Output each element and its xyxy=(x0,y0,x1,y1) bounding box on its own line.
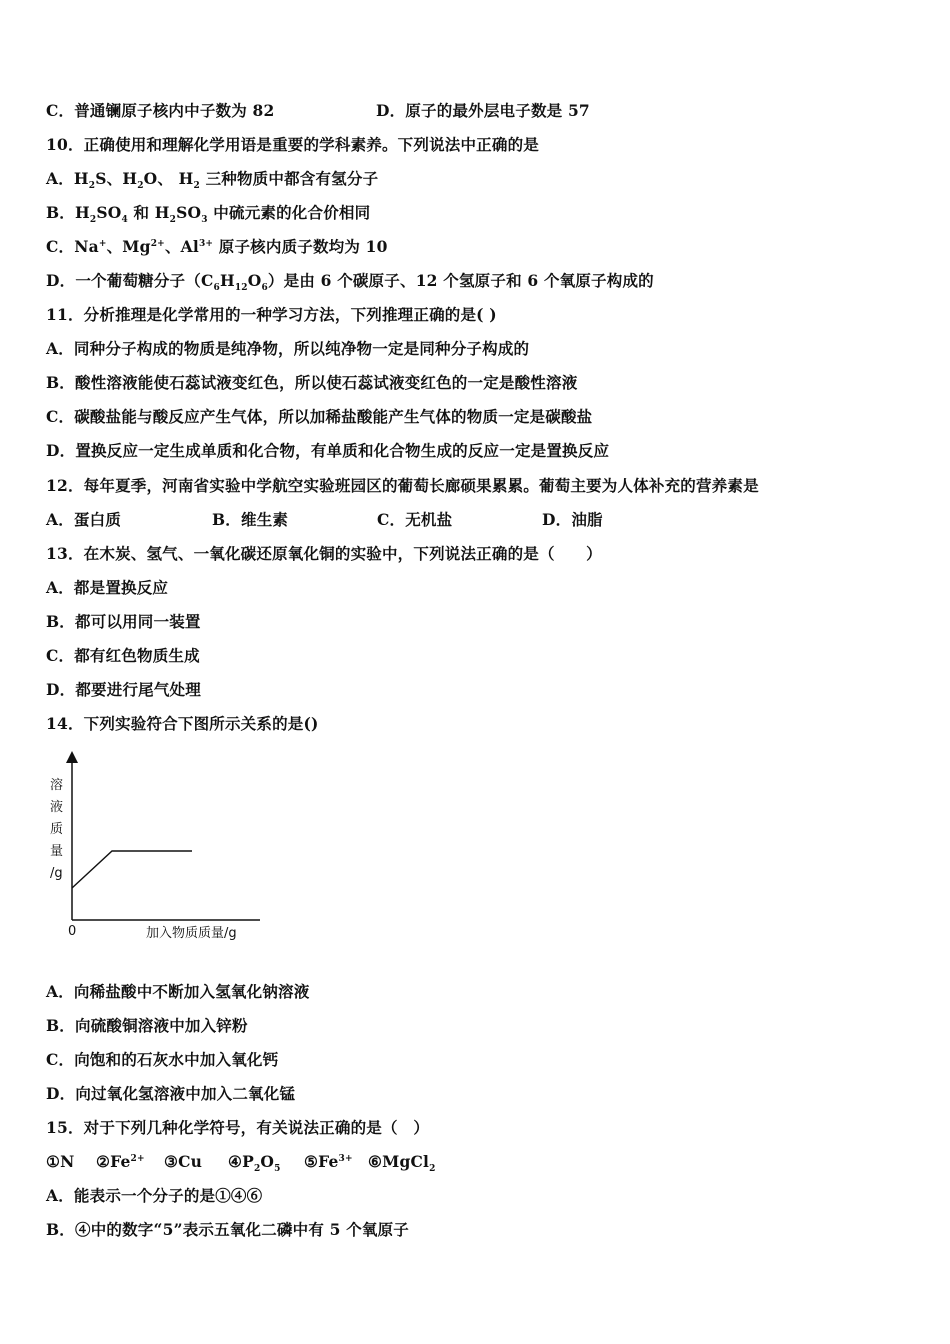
y-axis-label-char: 溶 xyxy=(50,778,64,793)
q10-option-c: C．Na+、$Mg^{2+}$、$Al^{3+}$ 原子核内质子数均为 10 xyxy=(46,237,388,256)
origin-label: 0 xyxy=(68,924,77,939)
q14-option-c: C．向饱和的石灰水中加入氧化钙 xyxy=(46,1050,279,1069)
q10-option-d: D．一个葡萄糖分子$(C_6H_{12}O_6)$是由 6 个碳原子、12 个氢原子和 6 个氧原子构成的 xyxy=(46,271,654,294)
q9-option-d: D．原子的最外层电子数是 57 xyxy=(376,101,590,120)
q12-option-c: C．无机盐 xyxy=(377,510,453,529)
q14-stem: 14．下列实验符合下图所示关系的是() xyxy=(46,714,319,733)
q9-option-c: C．普通镧原子核内中子数为 82 xyxy=(46,101,275,120)
q14-option-d: D．向过氧化氢溶液中加入二氧化锰 xyxy=(46,1084,296,1103)
q13-option-c: C．都有红色物质生成 xyxy=(46,646,200,665)
q10-option-b: B．$H_2SO_4$ 和 $H_2SO_3$ 中硫元素的化合价相同 xyxy=(46,203,371,226)
q12-stem: 12．每年夏季，河南省实验中学航空实验班园区的葡萄长廊硕果累累。葡萄主要为人体补充的营养素是 xyxy=(46,476,759,495)
q11-option-d: D．置换反应一定生成单质和化合物，有单质和化合物生成的反应一定是置换反应 xyxy=(46,441,610,460)
symbol-4: $④P_2O_5$ xyxy=(228,1152,281,1175)
q13-option-a: A．都是置换反应 xyxy=(46,578,169,597)
q12-option-a: A．蛋白质 xyxy=(46,510,122,529)
q15-option-a: A．能表示一个分子的是①④⑥ xyxy=(46,1186,263,1205)
q11-stem: 11．分析推理是化学常用的一种学习方法，下列推理正确的是( ) xyxy=(46,305,497,324)
q10-stem: 10．正确使用和理解化学用语是重要的学科素养。下列说法中正确的是 xyxy=(46,135,539,154)
y-axis-label-char: /g xyxy=(50,866,63,881)
symbol-3: ③Cu xyxy=(164,1152,203,1171)
symbol-6: ⑥MgCl$_2$ xyxy=(368,1152,436,1175)
x-axis-label: 加入物质质量/g xyxy=(146,926,237,941)
q12-option-d: D．油脂 xyxy=(542,510,603,529)
symbol-1: ①N xyxy=(46,1152,75,1171)
q13-option-d: D．都要进行尾气处理 xyxy=(46,680,201,699)
q15-option-b: B．④中的数字“5”表示五氧化二磷中有 5 个氧原子 xyxy=(46,1220,409,1239)
y-axis-label-char: 量 xyxy=(50,844,64,859)
symbol-2: $②Fe^{2+}$ xyxy=(96,1152,145,1171)
symbol-5: $⑤Fe^{3+}$ xyxy=(304,1152,353,1171)
q13-option-b: B．都可以用同一装置 xyxy=(46,612,201,631)
q11-option-a: A．同种分子构成的物质是纯净物，所以纯净物一定是同种分子构成的 xyxy=(46,339,530,358)
y-axis-label xyxy=(50,777,63,881)
q9-options-cd xyxy=(46,101,590,121)
y-axis-label-char: 质 xyxy=(50,822,64,837)
q13-stem: 13．在木炭、氢气、一氧化碳还原氧化铜的实验中，下列说法正确的是（ ） xyxy=(46,544,602,563)
q10-option-a: A．$H_2S$、$H_2O$、 $H_2$ 三种物质中都含有氢分子 xyxy=(46,169,379,192)
series-line xyxy=(72,851,192,888)
q11-option-b: B．酸性溶液能使石蕊试液变红色，所以使石蕊试液变红色的一定是酸性溶液 xyxy=(46,373,578,392)
q14-option-a: A．向稀盐酸中不断加入氢氧化钠溶液 xyxy=(46,982,310,1001)
q11-option-c: C．碳酸盐能与酸反应产生气体，所以加稀盐酸能产生气体的物质一定是碳酸盐 xyxy=(46,407,593,426)
q15-stem: 15．对于下列几种化学符号，有关说法正确的是（ ） xyxy=(46,1118,430,1137)
q12-option-b: B．维生素 xyxy=(212,510,289,529)
solution-mass-graph xyxy=(40,745,270,945)
q14-option-b: B．向硫酸铜溶液中加入锌粉 xyxy=(46,1016,248,1035)
y-axis-label-char: 液 xyxy=(50,800,64,815)
